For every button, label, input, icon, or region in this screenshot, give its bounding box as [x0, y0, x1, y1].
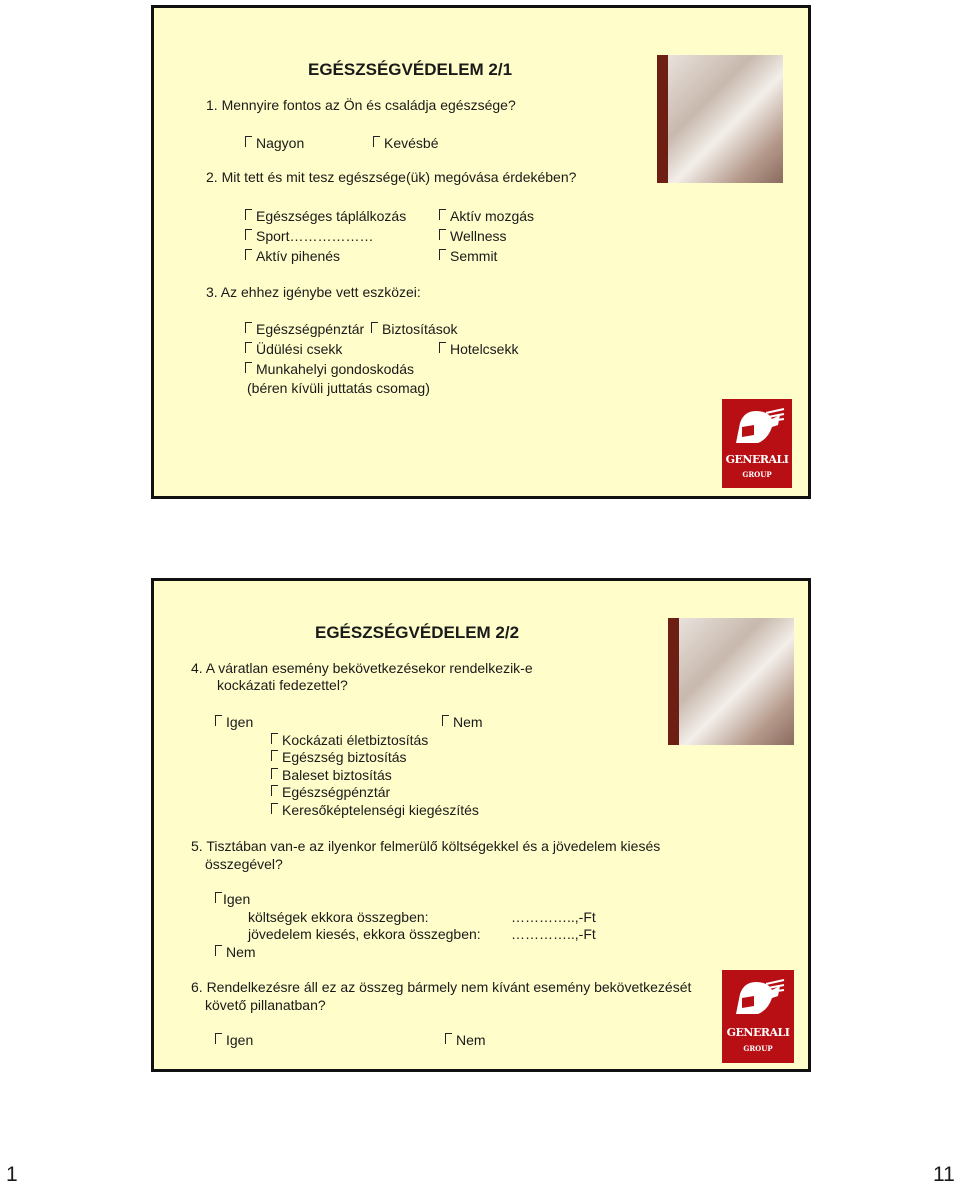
question-1: 1. Mennyire fontos az Ön és családja egészsége? — [206, 97, 516, 113]
checkbox-icon — [271, 768, 278, 779]
checkbox-icon — [373, 136, 380, 147]
logo-brand: GENERALI — [726, 1026, 790, 1039]
page-number-right: 11 — [933, 1163, 955, 1186]
slide-2 — [151, 578, 811, 1072]
option-q5-igen[interactable]: Igen — [215, 891, 250, 908]
option-nagyon[interactable]: Nagyon — [245, 135, 304, 152]
option-q6-igen[interactable]: Igen — [215, 1032, 253, 1049]
checkbox-icon — [245, 342, 252, 353]
checkbox-icon — [245, 136, 252, 147]
checkbox-icon — [271, 803, 278, 814]
checkbox-icon — [215, 892, 222, 903]
checkbox-icon — [215, 715, 222, 726]
question-6-line-1: 6. Rendelkezésre áll ez az összeg bármely nem kívánt esemény bekövetkezését — [191, 979, 692, 995]
slide-1 — [151, 5, 811, 499]
option-munkahelyi-gondoskodas[interactable]: Munkahelyi gondoskodás — [245, 361, 414, 378]
option-q4-nem[interactable]: Nem — [442, 714, 483, 731]
option-kockazati-eletbiztositas[interactable]: Kockázati életbiztosítás — [271, 732, 428, 749]
logo-brand: GENERALI — [725, 453, 789, 466]
cost-label: költségek ekkora összegben: — [248, 909, 429, 925]
option-biztositasok[interactable]: Biztosítások — [371, 321, 457, 338]
option-egeszsegpenztar[interactable]: Egészségpénztár — [271, 784, 390, 801]
option-egeszseg-biztositas[interactable]: Egészség biztosítás — [271, 749, 407, 766]
checkbox-icon — [371, 322, 378, 333]
checkbox-icon — [439, 342, 446, 353]
option-q4-igen[interactable]: Igen — [215, 714, 253, 731]
question-4-line-1: 4. A váratlan esemény bekövetkezésekor rendelkezik-e — [191, 660, 533, 676]
checkbox-icon — [439, 249, 446, 260]
checkbox-icon — [245, 322, 252, 333]
option-kevesbe[interactable]: Kevésbé — [373, 135, 438, 152]
option-aktiv-mozgas[interactable]: Aktív mozgás — [439, 208, 534, 225]
question-6-line-2: követő pillanatban? — [205, 997, 326, 1013]
checkbox-icon — [245, 249, 252, 260]
logo-group: GROUP — [742, 470, 772, 479]
option-egeszseges-taplalkozas[interactable]: Egészséges táplálkozás — [245, 208, 406, 225]
slide-title: EGÉSZSÉGVÉDELEM 2/2 — [315, 623, 520, 642]
page-number-left: 1 — [6, 1163, 18, 1186]
option-hotelcsekk[interactable]: Hotelcsekk — [439, 341, 518, 358]
checkbox-icon — [245, 209, 252, 220]
option-wellness[interactable]: Wellness — [439, 228, 507, 245]
income-loss-label: jövedelem kiesés, ekkora összegben: — [248, 926, 481, 942]
checkbox-icon — [215, 1033, 222, 1044]
question-2: 2. Mit tett és mit tesz egészsége(ük) megóvása érdekében? — [206, 169, 577, 185]
checkbox-icon — [442, 715, 449, 726]
option-udulesi-csekk[interactable]: Üdülési csekk — [245, 341, 342, 358]
bandage-photo — [657, 55, 783, 183]
checkbox-icon — [439, 229, 446, 240]
checkbox-icon — [245, 229, 252, 240]
income-loss-value[interactable]: …………..,-Ft — [511, 926, 596, 942]
option-q6-nem[interactable]: Nem — [445, 1032, 486, 1049]
question-5-line-1: 5. Tisztában van-e az ilyenkor felmerülő költségekkel és a jövedelem kiesés — [191, 838, 661, 854]
checkbox-icon — [271, 785, 278, 796]
slide-title: EGÉSZSÉGVÉDELEM 2/1 — [308, 60, 513, 79]
checkbox-icon — [271, 750, 278, 761]
cost-value[interactable]: …………..,-Ft — [511, 909, 596, 925]
generali-logo — [722, 970, 794, 1063]
checkbox-icon — [271, 733, 278, 744]
checkbox-icon — [439, 209, 446, 220]
option-baleset-biztositas[interactable]: Baleset biztosítás — [271, 767, 392, 784]
question-3: 3. Az ehhez igénybe vett eszközei: — [206, 284, 421, 300]
checkbox-icon — [215, 945, 222, 956]
option-note: (béren kívüli juttatás csomag) — [247, 380, 430, 396]
logo-group: GROUP — [743, 1044, 773, 1053]
option-semmit[interactable]: Semmit — [439, 248, 497, 265]
option-egeszsegpenztar[interactable]: Egészségpénztár — [245, 321, 364, 338]
checkbox-icon — [245, 362, 252, 373]
checkbox-icon — [445, 1033, 452, 1044]
generali-logo — [722, 399, 792, 488]
option-aktiv-pihenes[interactable]: Aktív pihenés — [245, 248, 340, 265]
option-keresokeptelensegi-kiegeszites[interactable]: Keresőképtelenségi kiegészítés — [271, 802, 479, 819]
bandage-photo — [668, 618, 794, 745]
option-q5-nem[interactable]: Nem — [215, 944, 256, 961]
option-sport[interactable]: Sport……………… — [245, 228, 373, 245]
question-5-line-2: összegével? — [205, 856, 283, 872]
question-4-line-2: kockázati fedezettel? — [217, 677, 348, 693]
